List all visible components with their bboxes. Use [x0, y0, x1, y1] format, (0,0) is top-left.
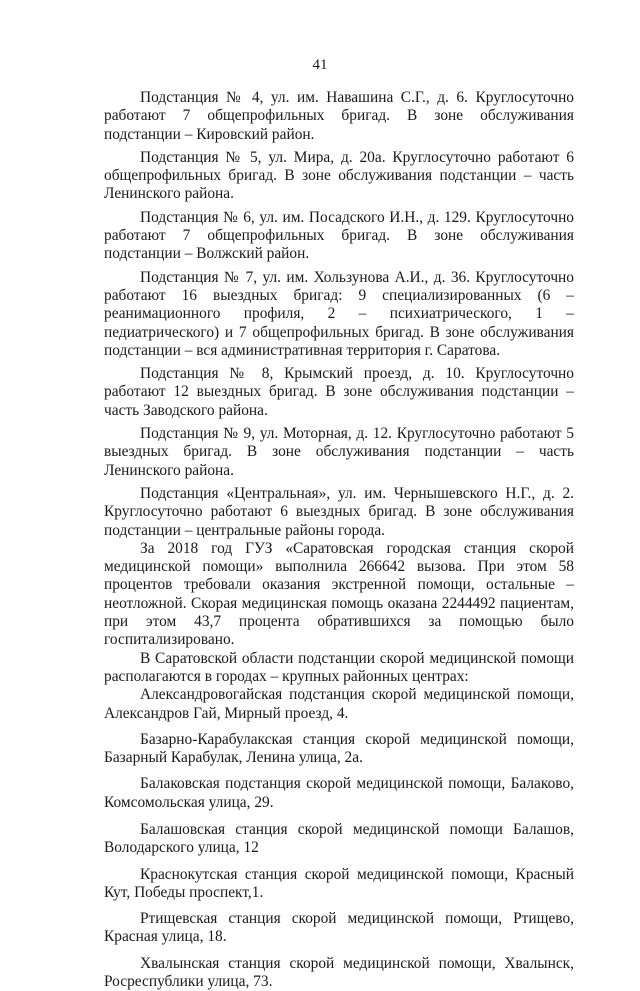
paragraph-station-bazarny-karabulak: Базарно-Карабулакская станция скорой медицинской помощи, Базарный Карабулак, Ленина улица, 2а. — [104, 730, 574, 767]
paragraph-station-balashov: Балашовская станция скорой медицинской помощи Балашов, Володарского улица, 12 — [104, 820, 574, 857]
paragraph-substation-central: Подстанция «Центральная», ул. им. Чернышевского Н.Г., д. 2. Круглосуточно работают 6 выездных бригад. В зоне обслуживания подстанции – центральные районы города. — [104, 484, 574, 539]
body-text — [104, 89, 574, 991]
paragraph-station-balakovo: Балаковская подстанция скорой медицинской помощи, Балаково, Комсомольская улица, 29. — [104, 775, 574, 811]
paragraph-station-alexandrov-gai: Александровогайская подстанция скорой медицинской помощи, Александров Гай, Мирный проезд, 4. — [104, 686, 574, 722]
paragraph-annual-statistics: За 2018 год ГУЗ «Саратовская городская станция скорой медицинской помощи» выполнила 266642 вызова. При этом 58 процентов требовали оказания экстренной помощи, остальные – неотложной. Скорая медицинская помощь оказана 2244492 пациентам, при этом 43,7 процента обратившихся за помощью было госпитализировано. — [104, 539, 574, 649]
paragraph-substation-9: Подстанция № 9, ул. Моторная, д. 12. Круглосуточно работают 5 выездных бригад. В зоне обслуживания подстанции – часть Ленинского района. — [104, 425, 574, 479]
paragraph-station-krasny-kut: Краснокутская станция скорой медицинской помощи, Красный Кут, Победы проспект,1. — [104, 865, 574, 901]
paragraph-substation-8: Подстанция № 8, Крымский проезд, д. 10. Круглосуточно работают 12 выездных бригад. В зоне обслуживания подстанции – часть Заводского района. — [104, 365, 574, 419]
paragraph-substation-6: Подстанция № 6, ул. им. Посадского И.Н., д. 129. Круглосуточно работают 7 общепрофильных бригад. В зоне обслуживания подстанции – Волжский район. — [104, 208, 574, 263]
paragraph-substation-5: Подстанция № 5, ул. Мира, д. 20а. Круглосуточно работают 6 общепрофильных бригад. В зоне обслуживания подстанции – часть Ленинского района. — [104, 148, 574, 203]
paragraph-regional-intro: В Саратовской области подстанции скорой медицинской помощи располагаются в городах – крупных районных центрах: — [104, 649, 574, 685]
paragraph-substation-7: Подстанция № 7, ул. им. Хользунова А.И., д. 36. Круглосуточно работают 16 выездных бригад: 9 специализированных (6 – реанимационного профиля, 2 – психиатрического, 1 – педиатрического) и 7 общепрофильных бригад. В зоне обслуживания подстанции – вся административная территория г. Саратова. — [104, 268, 574, 359]
paragraph-station-khvalynsk: Хвалынская станция скорой медицинской помощи, Хвалынск, Росреспублики улица, 73. — [104, 954, 574, 991]
paragraph-substation-4: Подстанция № 4, ул. им. Навашина С.Г., д. 6. Круглосуточно работают 7 общепрофильных бригад. В зоне обслуживания подстанции – Кировский район. — [104, 89, 574, 143]
page-number: 41 — [312, 57, 328, 73]
paragraph-station-rtishchevo: Ртищевская станция скорой медицинской помощи, Ртищево, Красная улица, 18. — [104, 910, 574, 946]
